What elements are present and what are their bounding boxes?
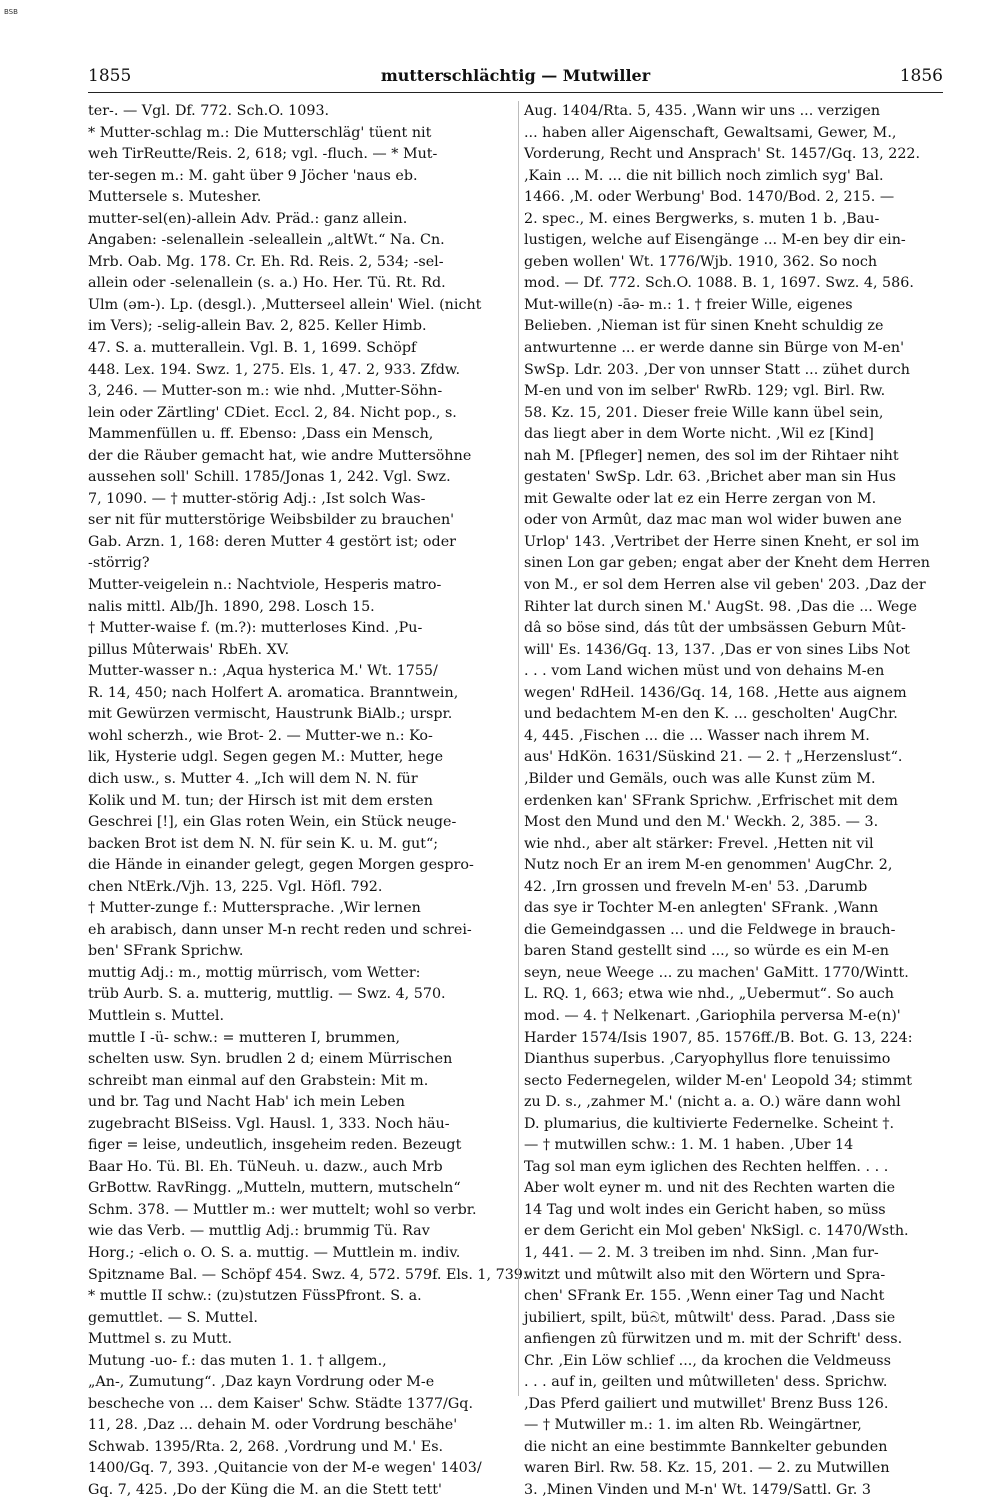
text-line: Mammenfüllen u. ff. Ebenso: ‚Dass ein Mensch, — [88, 426, 434, 443]
text-line: im Vers); -selig-allein Bav. 2, 825. Keller Himb. — [88, 318, 427, 335]
text-line: witzt und mûtwilt also mit den Wörtern und Spra- — [524, 1266, 886, 1283]
text-line: zu D. s., ‚zahmer M.' (nicht a. a. O.) wäre dann wohl — [524, 1094, 901, 1111]
text-line: aus' HdKön. 1631/Süskind 21. — 2. † „Herzenslust“. — [524, 749, 903, 766]
text-line: lik, Hysterie udgl. Segen gegen M.: Mutter, hege — [88, 749, 444, 766]
text-line: Angaben: -selenallein -seleallein „altWt.“ Na. Cn. — [88, 232, 445, 249]
text-line: wohl scherzh., wie Brot- 2. — Mutter-we n.: Ko- — [88, 727, 433, 744]
text-line: 11, 28. ‚Daz ... dehain M. oder Vordrung beschähe' — [88, 1417, 458, 1434]
text-line: Kolik und M. tun; der Hirsch ist mit dem ersten — [88, 792, 433, 809]
text-line: Muttersele s. Mutesher. — [88, 189, 262, 206]
text-line: chen NtErk./Vjh. 13, 225. Vgl. Höfl. 792. — [88, 878, 383, 895]
text-line: . . . auf in, geilten und mûtwilleten' dess. Sprichw. — [524, 1374, 888, 1391]
text-line: secto Federnegelen, wilder M-en' Leopold 34; stimmt — [524, 1072, 913, 1089]
text-line: 3, 246. — Mutter-son m.: wie nhd. ‚Mutter-Söhn- — [88, 383, 443, 400]
text-line: wie das Verb. — muttlig Adj.: brummig Tü. Rav — [88, 1223, 430, 1240]
text-line: Gab. Arzn. 1, 168: deren Mutter 4 gestört ist; oder — [88, 533, 456, 550]
text-line: Aug. 1404/Rta. 5, 435. ‚Wann wir uns ... verzigen — [524, 103, 881, 119]
text-line: schreibt man einmal auf den Grabstein: Mit m. — [88, 1072, 429, 1089]
text-line: zugebracht BlSeiss. Vgl. Hausl. 1, 333. Noch häu- — [88, 1115, 450, 1132]
text-line: 448. Lex. 194. Swz. 1, 275. Els. 1, 47. 2, 933. Zfdw. — [88, 361, 461, 378]
text-line: das liegt aber in dem Worte nicht. ‚Wil ez [Kind] — [524, 426, 874, 443]
text-line: weh TirReutte/Reis. 2, 618; vgl. -fluch. — * Mut- — [88, 146, 438, 163]
text-line: Mut-wille(n) -āə- m.: 1. † freier Wille, eigenes — [524, 296, 853, 313]
text-line: wie nhd., aber alt stärker: Frevel. ‚Hetten nit vil — [524, 835, 874, 852]
text-line: seyn, neue Weege ... zu machen' GaMitt. 1770/Wintt. — [524, 964, 909, 981]
text-line: Schm. 378. — Muttler m.: wer muttelt; wohl so verbr. — [88, 1201, 477, 1218]
text-line: Gq. 7, 425. ‚Do der Küng die M. an die Stett tett' — [88, 1482, 442, 1498]
text-line: chen' SFrank Er. 155. ‚Wenn einer Tag und Nacht — [524, 1288, 885, 1305]
text-line: wegen' RdHeil. 1436/Gq. 14, 168. ‚Hette aus aignem — [524, 684, 907, 701]
text-line: Mutung -uo- f.: das muten 1. 1. † allgem., — [88, 1352, 387, 1369]
page-number-left: 1855 — [88, 66, 132, 86]
text-line: Rihter lat durch sinen M.' AugSt. 98. ‚Das die ... Wege — [524, 598, 917, 615]
text-line: Baar Ho. Tü. Bl. Eh. TüNeuh. u. dazw., auch Mrb — [88, 1158, 443, 1175]
text-line: ser nit für mutterstörige Weibsbilder zu brauchen' — [88, 512, 455, 529]
text-line: 1400/Gq. 7, 393. ‚Quitancie von der M-e wegen' 1403/ — [88, 1460, 482, 1477]
text-line: Mrb. Oab. Mg. 178. Cr. Eh. Rd. Reis. 2, 534; -sel- — [88, 253, 444, 270]
text-line: 2. spec., M. eines Bergwerks, s. muten 1 b. ‚Bau- — [524, 210, 880, 227]
text-line: L. RQ. 1, 663; etwa wie nhd., „Uebermut“. So auch — [524, 986, 894, 1003]
text-line: sinen Lon gar geben; engat aber der Kneht dem Herren — [524, 555, 931, 572]
text-line: SwSp. Ldr. 203. ‚Der von unnser Statt ... zühet durch — [524, 361, 910, 378]
running-title: mutterschlächtig — Mutwiller — [380, 66, 651, 85]
text-line: Harder 1574/Isis 1907, 85. 1576ff./B. Bot. G. 13, 224: — [524, 1029, 913, 1046]
text-line: lein oder Zärtling' CDiet. Eccl. 2, 84. Nicht pop., s. — [88, 404, 457, 421]
text-line: D. plumarius, die kultivierte Federnelke. Scheint †. — [524, 1115, 895, 1132]
text-line: von M., er sol dem Herren alse vil geben' 203. ‚Daz der — [524, 577, 926, 594]
text-line: dich usw., s. Mutter 4. „Ich will dem N. N. für — [88, 770, 418, 787]
text-line: pillus Mûterwais' RbEh. XV. — [88, 641, 290, 658]
text-line: 7, 1090. — † mutter-störig Adj.: ‚Ist solch Was- — [88, 490, 426, 507]
text-line: trüb Aurb. S. a. mutterig, muttlig. — Swz. 4, 570. — [88, 986, 446, 1003]
text-line: eh arabisch, dann unser M-n recht reden und schrei- — [88, 921, 472, 938]
text-line: 1466. ‚M. oder Werbung' Bod. 1470/Bod. 2, 215. — — [524, 189, 895, 206]
text-line: er dem Gericht ein Mol geben' NkSigl. c. 1470/Wsth. — [524, 1223, 909, 1240]
text-line: — † Mutwiller m.: 1. im alten Rb. Weingärtner, — [524, 1417, 862, 1434]
text-line: Horg.; -elich o. O. S. a. muttig. — Muttlein m. indiv. — [88, 1244, 461, 1261]
text-line: erdenken kan' SFrank Sprichw. ‚Erfrischet mit dem — [524, 792, 898, 809]
text-line: -störrig? — [88, 555, 150, 572]
text-line: Dianthus superbus. ‚Caryophyllus flore tenuissimo — [524, 1051, 891, 1068]
page-header — [88, 66, 943, 90]
text-line: M-en und von im selber' RwRb. 129; vgl. Birl. Rw. — [524, 383, 886, 400]
text-line: Aber wolt eyner m. und nit des Rechten warten die — [524, 1180, 896, 1197]
text-line: gemuttlet. — S. Muttel. — [88, 1309, 258, 1326]
text-line: jubiliert, spilt, büබt, mûtwilt' dess. Parad. ‚Dass sie — [524, 1309, 896, 1326]
text-line: 14 Tag und wolt indes ein Gericht haben, so müss — [524, 1201, 886, 1218]
text-line: 4, 445. ‚Fischen ... die ... Wasser nach ihrem M. — [524, 727, 870, 744]
text-line: Spitzname Bal. — Schöpf 454. Swz. 4, 572. 579f. Els. 1, 739. — [88, 1266, 528, 1283]
text-line: 42. ‚Irn grossen und freveln M-en' 53. ‚Darumb — [524, 878, 868, 895]
text-line: Geschrei [!], ein Glas roten Wein, ein Stück neuge- — [88, 814, 457, 831]
text-line: 1, 441. — 2. M. 3 treiben im nhd. Sinn. ‚Man fur- — [524, 1244, 879, 1261]
library-stamp: BSB — [4, 8, 18, 16]
text-line: — † mutwillen schw.: 1. M. 1 haben. ‚Uber 14 — [524, 1137, 854, 1154]
page-number-right: 1856 — [899, 66, 943, 86]
text-line: muttig Adj.: m., mottig mürrisch, vom Wetter: — [88, 964, 421, 981]
text-line: allein oder -selenallein (s. a.) Ho. Her. Tü. Rt. Rd. — [88, 275, 446, 292]
text-line: Muttmel s. zu Mutt. — [88, 1331, 233, 1348]
text-line: nah M. [Pfleger] nemen, des sol im der Rihtaer niht — [524, 447, 899, 464]
text-line: will' Es. 1436/Gq. 13, 137. ‚Das er von sines Libs Not — [524, 641, 910, 658]
text-line: und br. Tag und Nacht Hab' ich mein Leben — [88, 1094, 405, 1111]
text-line: die Hände in einander gelegt, gegen Morgen gespro- — [88, 857, 474, 874]
text-line: das sye ir Tochter M-en anlegten' SFrank. ‚Wann — [524, 900, 879, 917]
text-line: Nutz noch Er an irem M-en genommen' AugChr. 2, — [524, 857, 893, 874]
column-separator — [518, 101, 519, 1396]
text-line: bescheche von ... dem Kaiser' Schw. Städte 1377/Gq. — [88, 1395, 473, 1412]
text-line: Vorderung, Recht und Ansprach' St. 1457/Gq. 13, 222. — [524, 146, 921, 163]
text-line: muttle I -ü- schw.: = mutteren I, brummen, — [88, 1029, 400, 1046]
text-line: geben wollen' Wt. 1776/Wjb. 1910, 362. So noch — [524, 253, 878, 270]
text-line: mod. — 4. † Nelkenart. ‚Gariophila perversa M-e(n)' — [524, 1007, 901, 1024]
text-line: GrBottw. RavRingg. „Mutteln, muttern, mutscheln“ — [88, 1180, 461, 1197]
text-line: Tag sol man eym iglichen des Rechten helffen. . . . — [524, 1158, 889, 1175]
text-line: mit Gewürzen vermischt, Haustrunk BiAlb.; urspr. — [88, 706, 453, 723]
text-line: dâ so böse sind, dás tût der umbsässen Geburn Mût- — [524, 620, 906, 637]
text-line: * muttle II schw.: (zu)stutzen FüssPfront. S. a. — [88, 1288, 422, 1305]
text-line: anfiengen zû fürwitzen und m. mit der Schrift' dess. — [524, 1331, 903, 1348]
text-line: ‚Kain ... M. ... die nit billich noch zimlich syg' Bal. — [524, 167, 884, 184]
text-line: baren Stand gestellt sind ..., so würde es ein M-en — [524, 943, 890, 960]
text-line: 3. ‚Minen Vinden und M-n' Wt. 1479/Sattl. Gr. 3 — [524, 1482, 871, 1498]
text-line: figer = leise, undeutlich, insgeheim reden. Bezeugt — [88, 1137, 462, 1154]
text-line: die nicht an eine bestimmte Bannkelter gebunden — [524, 1438, 888, 1455]
text-line: backen Brot ist dem N. N. für sein K. u. M. gut“; — [88, 835, 439, 852]
text-line: waren Birl. Rw. 58. Kz. 15, 201. — 2. zu Mutwillen — [524, 1460, 890, 1477]
text-line: Mutter-veigelein n.: Nachtviole, Hesperis matro- — [88, 577, 442, 594]
text-line: ter-segen m.: M. gaht über 9 Jöcher 'naus eb. — [88, 167, 418, 184]
text-line: Belieben. ‚Nieman ist für sinen Kneht schuldig ze — [524, 318, 884, 335]
text-line: Mutter-wasser n.: ‚Aqua hysterica M.' Wt. 1755/ — [88, 663, 438, 680]
text-line: mod. — Df. 772. Sch.O. 1088. B. 1, 1697. Swz. 4, 586. — [524, 275, 914, 292]
text-line: Muttlein s. Muttel. — [88, 1007, 225, 1024]
text-line: antwurtenne ... er werde danne sin Bürge von M-en' — [524, 340, 905, 357]
text-line: lustigen, welche auf Eisengänge ... M-en bey dir ein- — [524, 232, 906, 249]
text-line: Schwab. 1395/Rta. 2, 268. ‚Vordrung und M.' Es. — [88, 1438, 444, 1455]
text-line: Most den Mund und den M.' Weckh. 2, 385. — 3. — [524, 814, 879, 831]
left-column — [88, 101, 528, 1498]
text-line: † Mutter-zunge f.: Muttersprache. ‚Wir lernen — [88, 900, 421, 917]
text-line: * Mutter-schlag m.: Die Mutterschläg' tüent nit — [88, 124, 432, 141]
text-line: mutter-sel(en)-allein Adv. Präd.: ganz allein. — [88, 210, 408, 227]
text-line: ben' SFrank Sprichw. — [88, 943, 244, 960]
text-line: 47. S. a. mutterallein. Vgl. B. 1, 1699. Schöpf — [88, 340, 417, 357]
text-line: der die Räuber gemacht hat, wie andre Muttersöhne — [88, 447, 472, 464]
text-line: mit Gewalte oder lat ez ein Herre zergan von M. — [524, 490, 877, 507]
text-line: † Mutter-waise f. (m.?): mutterloses Kind. ‚Pu- — [88, 620, 423, 637]
text-line: gestaten' SwSp. Ldr. 63. ‚Brichet aber man sin Hus — [524, 469, 896, 486]
text-line: 58. Kz. 15, 201. Dieser freie Wille kann übel sein, — [524, 404, 884, 421]
text-line: aussehen soll' Schill. 1785/Jonas 1, 242. Vgl. Swz. — [88, 469, 451, 486]
text-line: ‚Bilder und Gemäls, ouch was alle Kunst züm M. — [524, 770, 876, 787]
text-line: Chr. ‚Ein Löw schlief ..., da krochen die Veldmeuss — [524, 1352, 891, 1369]
text-line: und bedachtem M-en den K. ... gescholten' AugChr. — [524, 706, 898, 723]
text-line: Ulm (əm-). Lp. (desgl.). ‚Mutterseel allein' Wiel. (nicht — [88, 296, 482, 313]
text-line: „An-, Zumutung“. ‚Daz kayn Vordrung oder M-e — [88, 1374, 435, 1391]
text-line: R. 14, 450; nach Holfert A. aromatica. Branntwein, — [88, 684, 459, 701]
text-line: nalis mittl. Alb/Jh. 1890, 298. Losch 15. — [88, 598, 375, 615]
header-rule — [88, 92, 943, 93]
text-line: . . . vom Land wichen müst und von dehains M-en — [524, 663, 885, 680]
text-line: die Gemeindgassen ... und die Feldwege in brauch- — [524, 921, 896, 938]
text-line: ter-. — Vgl. Df. 772. Sch.O. 1093. — [88, 103, 330, 119]
right-column — [524, 101, 944, 1498]
text-line: ... haben aller Aigenschaft, Gewaltsami, Gewer, M., — [524, 124, 897, 141]
text-line: oder von Armût, daz mac man wol wider buwen ane — [524, 512, 902, 529]
text-line: Urlop' 143. ‚Vertribet der Herre sinen Kneht, er sol im — [524, 533, 920, 550]
text-line: ‚Das Pferd gailiert und mutwillet' Brenz Buss 126. — [524, 1395, 889, 1412]
text-line: schelten usw. Syn. brudlen 2 d; einem Mürrischen — [88, 1051, 453, 1068]
